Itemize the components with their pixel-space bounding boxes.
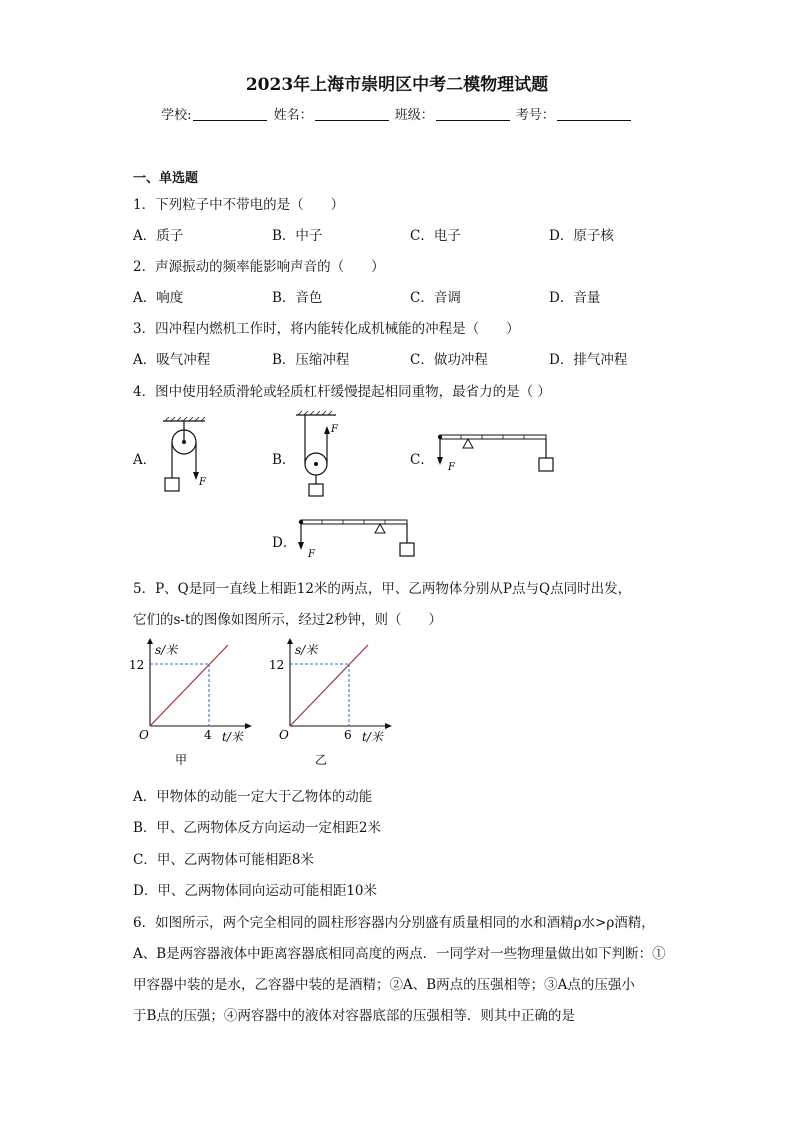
lever-diagram-d (296, 515, 421, 565)
lever-diagram-c (435, 430, 560, 480)
q2-option-a: A．响度 (133, 290, 184, 306)
st-graph-yi (265, 638, 395, 770)
q3-option-d: D．排气冲程 (549, 352, 628, 368)
question-5-stem-line1: 5．P、Q是同一直线上相距12米的两点，甲、乙两物体分别从P点与Q点同时出发， (133, 581, 632, 597)
graph-jia-x-axis: t/米 (222, 730, 243, 744)
name-blank (315, 107, 389, 121)
q1-option-a: A．质子 (133, 228, 184, 244)
student-info-line (0, 104, 794, 123)
force-label-c: F (448, 462, 455, 473)
question-6-line4: 于B点的压强；④两容器中的液体对容器底部的压强相等．则其中正确的是 (133, 1008, 575, 1024)
force-label-b: F (331, 424, 338, 435)
q4-option-b-label: B． (272, 452, 296, 468)
movable-pulley-diagram (290, 410, 350, 500)
q1-option-b: B．中子 (272, 228, 323, 244)
school-blank (193, 107, 267, 121)
q3-option-a: A．吸气冲程 (133, 352, 211, 368)
q5-option-b: B．甲、乙两物体反方向运动一定相距2米 (133, 820, 382, 836)
question-1-stem: 1．下列粒子中不带电的是（ ） (133, 197, 345, 213)
question-5-stem-line2: 它们的s-t的图像如图所示，经过2秒钟，则（ ） (133, 612, 443, 628)
question-6-line1: 6．如图所示，两个完全相同的圆柱形容器内分别盛有质量相同的水和酒精ρ水>ρ酒精， (133, 915, 655, 931)
graph-yi-caption: 乙 (315, 753, 328, 767)
question-6-line2: A、B是两容器液体中距离容器底相同高度的两点．一同学对一些物理量做出如下判断：① (133, 946, 666, 962)
q4-option-a-label: A． (133, 452, 157, 468)
section-heading: 一、单选题 (133, 171, 199, 186)
graph-yi-x-tick: 6 (344, 728, 352, 742)
q5-option-a: A．甲物体的动能一定大于乙物体的动能 (133, 789, 373, 805)
graph-jia-origin: O (139, 728, 149, 742)
q4-option-d-label: D． (272, 535, 297, 551)
q2-option-b: B．音色 (272, 290, 323, 306)
school-label: 学校: (161, 108, 192, 123)
page-title: 2023年上海市崇明区中考二模物理试题 (245, 75, 549, 95)
q3-option-c: C．做功冲程 (410, 352, 488, 368)
graph-yi-x-axis: t/米 (362, 730, 383, 744)
q5-option-c: C．甲、乙两物体可能相距8米 (133, 852, 314, 868)
graph-jia-y-tick: 12 (129, 658, 145, 672)
graph-jia-x-tick: 4 (204, 728, 212, 742)
graph-jia-caption: 甲 (175, 753, 188, 767)
question-3-stem: 3．四冲程内燃机工作时，将内能转化成机械能的冲程是（ ） (133, 321, 520, 337)
st-graph-jia (125, 638, 255, 770)
graph-yi-origin: O (279, 728, 289, 742)
question-6-line3: 甲容器中装的是水，乙容器中装的是酒精；②A、B两点的压强相等；③A点的压强小 (133, 977, 635, 993)
q3-option-b: B．压缩冲程 (272, 352, 350, 368)
question-4-stem: 4．图中使用轻质滑轮或轻质杠杆缓慢提起相同重物，最省力的是（ ） (133, 384, 551, 400)
q4-option-c-label: C． (410, 452, 434, 468)
graph-yi-y-axis: s/米 (295, 643, 318, 657)
class-blank (436, 107, 510, 121)
number-label: 考号： (515, 108, 555, 123)
graph-yi-y-tick: 12 (269, 658, 285, 672)
q1-option-d: D．原子核 (549, 228, 614, 244)
force-label-d: F (308, 549, 315, 560)
fixed-pulley-diagram (155, 416, 215, 496)
question-2-stem: 2．声源振动的频率能影响声音的（ ） (133, 259, 385, 275)
graph-jia-y-axis: s/米 (155, 643, 178, 657)
q2-option-c: C．音调 (410, 290, 461, 306)
class-label: 班级： (394, 108, 434, 123)
force-label-a: F (199, 477, 206, 488)
q5-option-d: D．甲、乙两物体同向运动可能相距10米 (133, 883, 378, 899)
name-label: 姓名： (273, 108, 313, 123)
q2-option-d: D．音量 (549, 290, 601, 306)
q1-option-c: C．电子 (410, 228, 461, 244)
number-blank (557, 107, 631, 121)
